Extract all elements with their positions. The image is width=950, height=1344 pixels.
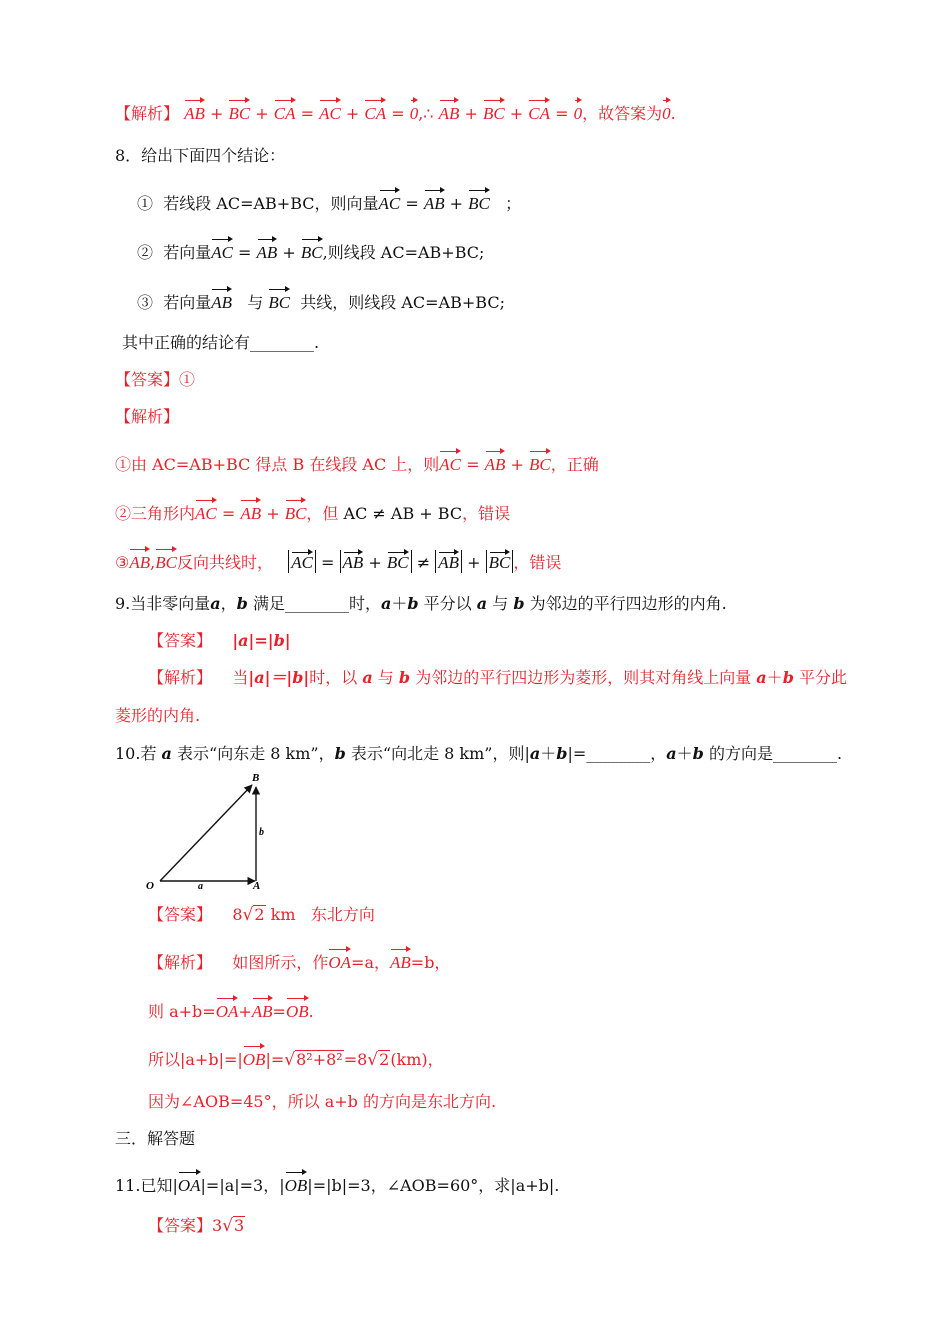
label-a-vector: a bbox=[198, 881, 203, 892]
label-b-point: B bbox=[252, 772, 260, 784]
q8-conclusion-1: ① 若线段 AC=AB+BC，则向量AC = AB + BC ； bbox=[137, 188, 521, 217]
q9-answer: 【答案】 |a|=|b| bbox=[148, 631, 291, 650]
q9-question: 9.当非零向量a，b 满足________时，a＋b 平分以 a 与 b 为邻边的平行四边形的内角. bbox=[115, 594, 727, 613]
zero-vector: 0 bbox=[410, 98, 419, 127]
vector-ca: CA bbox=[364, 98, 386, 127]
label-a-point: A bbox=[253, 880, 261, 892]
q8-conclusion-2: ② 若向量AC = AB + BC,则线段 AC=AB+BC; bbox=[137, 237, 484, 266]
zero-vector: 0 bbox=[662, 98, 671, 127]
q8-analysis-2: ②三角形内AC = AB + BC，但 AC ≠ AB + BC，错误 bbox=[115, 498, 510, 527]
vector-ob-arrow bbox=[160, 785, 252, 881]
q10-analysis-3: 所以|a+b|=|OB|=√8²+8²=8√2(km)， bbox=[148, 1044, 444, 1073]
vector-ab: AB bbox=[184, 98, 205, 127]
q10-analysis-4: 因为∠AOB=45°，所以 a+b 的方向是东北方向. bbox=[148, 1092, 497, 1111]
q10-analysis-2: 则 a+b=OA+AB=OB. bbox=[148, 996, 314, 1025]
q8-analysis-1: ①由 AC=AB+BC 得点 B 在线段 AC 上，则AC = AB + BC，正确 bbox=[115, 449, 599, 478]
q8-question: 8．给出下面四个结论： bbox=[115, 146, 286, 165]
vector-ca: CA bbox=[274, 98, 296, 127]
q8-prompt: 其中正确的结论有________. bbox=[122, 333, 320, 352]
vector-ac: AC bbox=[319, 98, 341, 127]
analysis-tag: 【解析】 bbox=[115, 104, 180, 123]
vector-triangle-figure bbox=[140, 765, 280, 895]
vector-ab: AB bbox=[439, 98, 460, 127]
q10-analysis-1: 【解析】 如图所示，作OA=a，AB=b， bbox=[148, 947, 450, 976]
label-b-vector: b bbox=[259, 827, 264, 838]
vector-bc: BC bbox=[483, 98, 505, 127]
q8-answer: 【答案】① bbox=[115, 370, 196, 389]
q9-analysis-line2: 菱形的内角. bbox=[115, 706, 201, 725]
q11-question: 11.已知|OA|=|a|=3，|OB|=|b|=3，∠AOB=60°，求|a+b|. bbox=[115, 1170, 559, 1199]
q10-question: 10.若 a 表示“向东走 8 km”，b 表示“向北走 8 km”，则|a＋b|=________，a＋b 的方向是________. bbox=[115, 744, 843, 763]
vector-ca: CA bbox=[528, 98, 550, 127]
q8-analysis-3: ③AB,BC反向共线时， AC = AB + BC ≠ AB + BC ，错误 bbox=[115, 547, 561, 576]
q9-analysis: 【解析】 当|a|＝|b|时，以 a 与 b 为邻边的平行四边形为菱形，则其对角线上向量 a＋b 平分此 bbox=[148, 668, 847, 687]
zero-vector: 0 bbox=[574, 98, 583, 127]
section-heading: 三．解答题 bbox=[115, 1129, 196, 1148]
q8-analysis-tag: 【解析】 bbox=[115, 407, 180, 426]
q8-conclusion-3: ③ 若向量AB 与 BC 共线，则线段 AC=AB+BC; bbox=[137, 287, 505, 316]
label-o-point: O bbox=[146, 880, 154, 892]
q10-answer: 【答案】 8√2 km 东北方向 bbox=[148, 905, 375, 925]
q7-analysis: 【解析】 AB + BC + CA = AC + CA = 0,∴ AB + BC + CA = 0，故答案为0. bbox=[115, 98, 676, 127]
q11-answer: 【答案】3√3 bbox=[148, 1216, 245, 1236]
vector-bc: BC bbox=[228, 98, 250, 127]
